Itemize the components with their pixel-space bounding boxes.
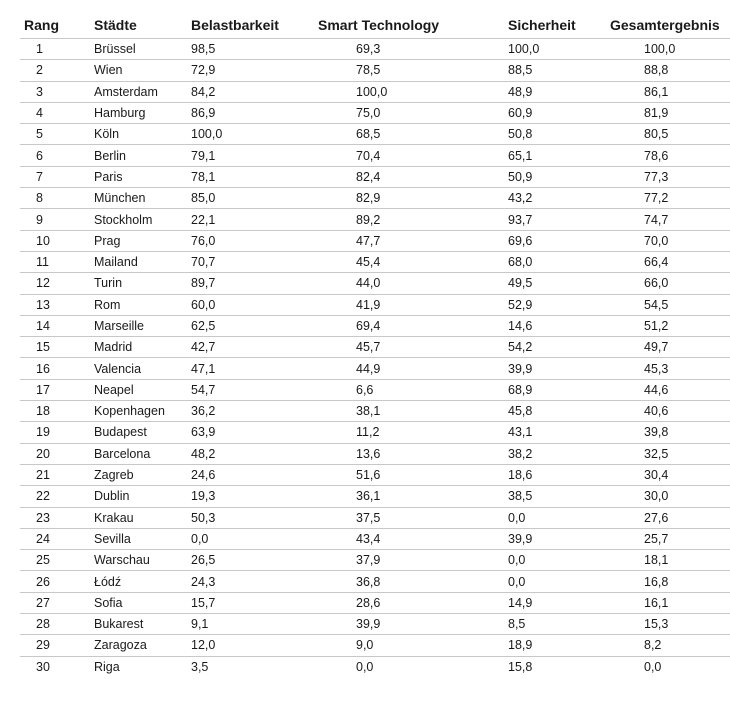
cell-stadt: Prag [84,230,179,251]
cell-gesamtergebnis: 25,7 [608,528,730,549]
table-row [20,656,730,677]
cell-gesamtergebnis: 78,6 [608,145,730,166]
cell-sicherheit: 18,9 [478,635,608,656]
cell-smart-technology: 44,9 [308,358,478,379]
cell-smart-technology: 82,9 [308,188,478,209]
cell-gesamtergebnis: 66,0 [608,273,730,294]
table-row [20,507,730,528]
cell-belastbarkeit: 84,2 [179,81,308,102]
cell-sicherheit: 68,0 [478,251,608,272]
table-row [20,102,730,123]
cell-rang: 4 [20,102,84,123]
cell-smart-technology: 13,6 [308,443,478,464]
cell-smart-technology: 45,4 [308,251,478,272]
cell-belastbarkeit: 50,3 [179,507,308,528]
table-row [20,166,730,187]
cell-stadt: Marseille [84,315,179,336]
cell-stadt: Zagreb [84,464,179,485]
table-row [20,60,730,81]
cell-stadt: Berlin [84,145,179,166]
table-row [20,358,730,379]
cell-stadt: Riga [84,656,179,677]
table-row [20,294,730,315]
cell-stadt: Hamburg [84,102,179,123]
cell-rang: 24 [20,528,84,549]
cell-stadt: Valencia [84,358,179,379]
cell-sicherheit: 0,0 [478,550,608,571]
cell-rang: 25 [20,550,84,571]
cell-gesamtergebnis: 15,3 [608,614,730,635]
table-row [20,486,730,507]
cell-sicherheit: 54,2 [478,337,608,358]
cell-rang: 22 [20,486,84,507]
table-row [20,422,730,443]
table-row [20,571,730,592]
cell-belastbarkeit: 42,7 [179,337,308,358]
cell-stadt: Warschau [84,550,179,571]
cell-rang: 26 [20,571,84,592]
cell-gesamtergebnis: 30,0 [608,486,730,507]
cell-gesamtergebnis: 70,0 [608,230,730,251]
cell-gesamtergebnis: 100,0 [608,39,730,60]
header-belastbarkeit: Belastbarkeit [191,17,279,33]
cell-sicherheit: 43,1 [478,422,608,443]
cell-smart-technology: 37,9 [308,550,478,571]
cell-sicherheit: 69,6 [478,230,608,251]
cell-gesamtergebnis: 0,0 [608,656,730,677]
cell-gesamtergebnis: 16,1 [608,592,730,613]
cell-belastbarkeit: 85,0 [179,188,308,209]
cell-smart-technology: 75,0 [308,102,478,123]
table-row [20,81,730,102]
cell-gesamtergebnis: 40,6 [608,401,730,422]
table-row [20,592,730,613]
cell-belastbarkeit: 98,5 [179,39,308,60]
cell-belastbarkeit: 60,0 [179,294,308,315]
cell-sicherheit: 68,9 [478,379,608,400]
cell-rang: 12 [20,273,84,294]
cell-gesamtergebnis: 39,8 [608,422,730,443]
cell-rang: 16 [20,358,84,379]
cell-smart-technology: 36,8 [308,571,478,592]
table-row [20,209,730,230]
cell-rang: 29 [20,635,84,656]
table-row [20,273,730,294]
table-row [20,550,730,571]
cell-rang: 15 [20,337,84,358]
cell-sicherheit: 39,9 [478,528,608,549]
cell-rang: 13 [20,294,84,315]
cell-belastbarkeit: 22,1 [179,209,308,230]
cell-sicherheit: 18,6 [478,464,608,485]
cell-sicherheit: 50,8 [478,124,608,145]
cell-stadt: Zaragoza [84,635,179,656]
cell-rang: 3 [20,81,84,102]
cell-belastbarkeit: 76,0 [179,230,308,251]
cell-sicherheit: 14,6 [478,315,608,336]
city-ranking-table [20,12,730,677]
header-smart-technology: Smart Technology [318,17,440,33]
cell-rang: 14 [20,315,84,336]
cell-gesamtergebnis: 32,5 [608,443,730,464]
cell-rang: 10 [20,230,84,251]
cell-gesamtergebnis: 77,2 [608,188,730,209]
cell-smart-technology: 41,9 [308,294,478,315]
cell-smart-technology: 37,5 [308,507,478,528]
cell-smart-technology: 70,4 [308,145,478,166]
cell-belastbarkeit: 54,7 [179,379,308,400]
cell-rang: 2 [20,60,84,81]
cell-belastbarkeit: 62,5 [179,315,308,336]
cell-rang: 7 [20,166,84,187]
cell-smart-technology: 51,6 [308,464,478,485]
cell-gesamtergebnis: 80,5 [608,124,730,145]
cell-rang: 23 [20,507,84,528]
header-rang: Rang [24,17,59,33]
cell-belastbarkeit: 12,0 [179,635,308,656]
cell-gesamtergebnis: 8,2 [608,635,730,656]
cell-stadt: Rom [84,294,179,315]
cell-rang: 21 [20,464,84,485]
cell-stadt: Bukarest [84,614,179,635]
cell-stadt: Mailand [84,251,179,272]
cell-smart-technology: 43,4 [308,528,478,549]
cell-gesamtergebnis: 18,1 [608,550,730,571]
cell-sicherheit: 49,5 [478,273,608,294]
cell-stadt: Krakau [84,507,179,528]
table-header [20,12,730,39]
table-row [20,528,730,549]
cell-stadt: Sevilla [84,528,179,549]
header-sicherheit: Sicherheit [508,17,576,33]
cell-stadt: Neapel [84,379,179,400]
table-row [20,251,730,272]
cell-sicherheit: 88,5 [478,60,608,81]
cell-smart-technology: 28,6 [308,592,478,613]
cell-sicherheit: 15,8 [478,656,608,677]
table-row [20,443,730,464]
cell-belastbarkeit: 3,5 [179,656,308,677]
cell-stadt: Madrid [84,337,179,358]
cell-smart-technology: 0,0 [308,656,478,677]
cell-sicherheit: 100,0 [478,39,608,60]
cell-sicherheit: 50,9 [478,166,608,187]
cell-rang: 6 [20,145,84,166]
cell-smart-technology: 38,1 [308,401,478,422]
table-body [20,39,730,677]
cell-belastbarkeit: 86,9 [179,102,308,123]
cell-belastbarkeit: 79,1 [179,145,308,166]
cell-stadt: Amsterdam [84,81,179,102]
cell-gesamtergebnis: 54,5 [608,294,730,315]
cell-rang: 17 [20,379,84,400]
cell-smart-technology: 45,7 [308,337,478,358]
cell-gesamtergebnis: 77,3 [608,166,730,187]
cell-smart-technology: 100,0 [308,81,478,102]
cell-belastbarkeit: 0,0 [179,528,308,549]
cell-rang: 20 [20,443,84,464]
cell-sicherheit: 52,9 [478,294,608,315]
cell-rang: 28 [20,614,84,635]
cell-rang: 11 [20,251,84,272]
cell-gesamtergebnis: 88,8 [608,60,730,81]
cell-rang: 8 [20,188,84,209]
cell-smart-technology: 82,4 [308,166,478,187]
header-gesamtergebnis: Gesamtergebnis [610,17,720,33]
cell-rang: 1 [20,39,84,60]
cell-stadt: Sofia [84,592,179,613]
cell-stadt: Łódź [84,571,179,592]
cell-gesamtergebnis: 27,6 [608,507,730,528]
cell-gesamtergebnis: 74,7 [608,209,730,230]
cell-smart-technology: 47,7 [308,230,478,251]
cell-smart-technology: 9,0 [308,635,478,656]
cell-gesamtergebnis: 81,9 [608,102,730,123]
table-row [20,401,730,422]
cell-sicherheit: 38,2 [478,443,608,464]
cell-sicherheit: 45,8 [478,401,608,422]
cell-smart-technology: 78,5 [308,60,478,81]
cell-sicherheit: 38,5 [478,486,608,507]
table-row [20,379,730,400]
cell-sicherheit: 93,7 [478,209,608,230]
cell-belastbarkeit: 9,1 [179,614,308,635]
cell-smart-technology: 36,1 [308,486,478,507]
cell-smart-technology: 39,9 [308,614,478,635]
cell-stadt: Stockholm [84,209,179,230]
table-row [20,39,730,60]
cell-belastbarkeit: 19,3 [179,486,308,507]
header-row [20,12,730,39]
cell-rang: 27 [20,592,84,613]
cell-gesamtergebnis: 16,8 [608,571,730,592]
cell-gesamtergebnis: 66,4 [608,251,730,272]
cell-smart-technology: 68,5 [308,124,478,145]
cell-belastbarkeit: 48,2 [179,443,308,464]
cell-rang: 5 [20,124,84,145]
cell-stadt: Budapest [84,422,179,443]
table-row [20,337,730,358]
cell-sicherheit: 0,0 [478,571,608,592]
cell-gesamtergebnis: 45,3 [608,358,730,379]
cell-belastbarkeit: 47,1 [179,358,308,379]
table-row [20,614,730,635]
cell-belastbarkeit: 63,9 [179,422,308,443]
table-row [20,315,730,336]
cell-belastbarkeit: 78,1 [179,166,308,187]
cell-smart-technology: 6,6 [308,379,478,400]
cell-sicherheit: 65,1 [478,145,608,166]
cell-sicherheit: 14,9 [478,592,608,613]
cell-sicherheit: 0,0 [478,507,608,528]
cell-sicherheit: 60,9 [478,102,608,123]
cell-gesamtergebnis: 30,4 [608,464,730,485]
cell-belastbarkeit: 24,6 [179,464,308,485]
cell-rang: 30 [20,656,84,677]
cell-belastbarkeit: 24,3 [179,571,308,592]
cell-stadt: Barcelona [84,443,179,464]
cell-smart-technology: 44,0 [308,273,478,294]
cell-sicherheit: 39,9 [478,358,608,379]
cell-rang: 9 [20,209,84,230]
cell-belastbarkeit: 70,7 [179,251,308,272]
cell-stadt: Kopenhagen [84,401,179,422]
cell-belastbarkeit: 15,7 [179,592,308,613]
cell-gesamtergebnis: 86,1 [608,81,730,102]
cell-stadt: Wien [84,60,179,81]
cell-stadt: Turin [84,273,179,294]
table-row [20,635,730,656]
cell-gesamtergebnis: 44,6 [608,379,730,400]
cell-rang: 18 [20,401,84,422]
cell-belastbarkeit: 36,2 [179,401,308,422]
cell-gesamtergebnis: 49,7 [608,337,730,358]
cell-sicherheit: 8,5 [478,614,608,635]
cell-belastbarkeit: 26,5 [179,550,308,571]
cell-smart-technology: 89,2 [308,209,478,230]
table-row [20,464,730,485]
cell-belastbarkeit: 100,0 [179,124,308,145]
cell-stadt: München [84,188,179,209]
cell-stadt: Paris [84,166,179,187]
cell-rang: 19 [20,422,84,443]
cell-sicherheit: 48,9 [478,81,608,102]
cell-stadt: Köln [84,124,179,145]
table-row [20,230,730,251]
cell-smart-technology: 69,4 [308,315,478,336]
table-row [20,188,730,209]
cell-smart-technology: 69,3 [308,39,478,60]
table-row [20,145,730,166]
cell-belastbarkeit: 72,9 [179,60,308,81]
cell-stadt: Dublin [84,486,179,507]
header-staedte: Städte [94,17,137,33]
cell-sicherheit: 43,2 [478,188,608,209]
cell-stadt: Brüssel [84,39,179,60]
cell-smart-technology: 11,2 [308,422,478,443]
cell-gesamtergebnis: 51,2 [608,315,730,336]
table-row [20,124,730,145]
cell-belastbarkeit: 89,7 [179,273,308,294]
